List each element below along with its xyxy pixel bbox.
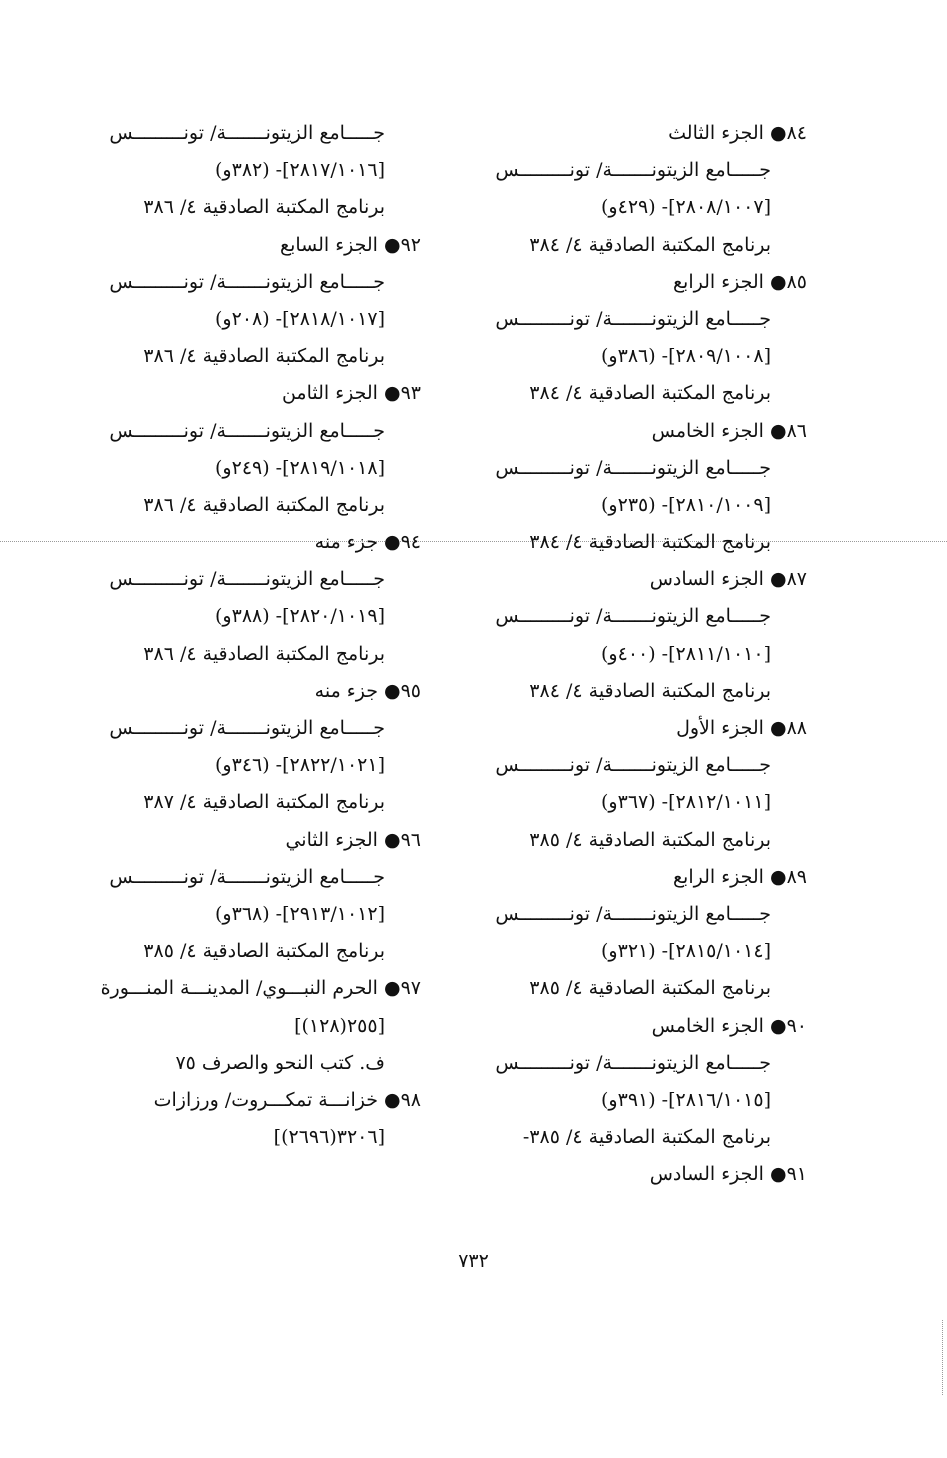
entry-line: برنامج المكتبة الصادقية ٤/ ٣٨٦	[143, 345, 385, 368]
scan-edge-marks	[942, 1320, 945, 1395]
entry-line: جـــــامع الزيتونـــــــة/ تونـــــــــس	[109, 270, 385, 293]
entry-line: جـــــامع الزيتونـــــــة/ تونـــــــــس	[495, 1051, 771, 1074]
entry-line: [٢٨١٦/١٠١٥]- (٣٩١و)	[601, 1088, 771, 1111]
entry-heading: ٩٥● جزء منه	[314, 679, 421, 702]
entry-heading: ٨٨● الجزء الأول	[676, 717, 807, 739]
entry-line: برنامج المكتبة الصادقية ٤/ ٣٨٦	[143, 642, 385, 665]
entry-line: برنامج المكتبة الصادقية ٤/ ٣٨٦	[143, 493, 385, 516]
entry-line: جـــــامع الزيتونـــــــة/ تونـــــــــس	[495, 159, 771, 182]
entry-line: [٢٨١٩/١٠١٨]- (٢٤٩و)	[215, 456, 385, 479]
entry-heading: ٩٤● جزء منه	[314, 531, 421, 554]
entry-line: برنامج المكتبة الصادقية ٤/ ٣٨٦	[143, 196, 385, 219]
entry-line: جـــــامع الزيتونـــــــة/ تونـــــــــس	[109, 865, 385, 888]
entry-line: [٢٨١٨/١٠١٧]- (٢٠٨و)	[215, 307, 385, 330]
entry-line: [٢٨١٥/١٠١٤]- (٣٢١و)	[601, 940, 771, 963]
entry-line: برنامج المكتبة الصادقية ٤/ ٣٨٤	[529, 233, 771, 256]
entry-line: [٢٩١٣/١٠١٢]- (٣٦٨و)	[215, 902, 385, 925]
entry-line: [٢٥٥(١٢٨)]	[294, 1014, 385, 1037]
entry-line: برنامج المكتبة الصادقية ٤/ ٣٨٥	[529, 977, 771, 1000]
entry-line: جـــــامع الزيتونـــــــة/ تونـــــــــس	[109, 122, 385, 144]
entry-line: [٢٨٠٨/١٠٠٧]- (٤٢٩و)	[601, 196, 771, 219]
entry-line: [٢٨٢٢/١٠٢١]- (٣٤٦و)	[215, 754, 385, 777]
entry-heading: ٩٢● الجزء السابع	[279, 233, 421, 256]
entry-line: برنامج المكتبة الصادقية ٤/ ٣٨٥	[529, 828, 771, 851]
entry-line: [٢٨٢٠/١٠١٩]- (٣٨٨و)	[215, 605, 385, 628]
entry-heading: ٩٠● الجزء الخامس	[651, 1014, 807, 1037]
entry-line: جـــــامع الزيتونـــــــة/ تونـــــــــس	[495, 456, 771, 479]
entry-heading: ٩٧● الحرم النبـــوي/ المدينـــة المنـــورة	[100, 977, 421, 1000]
entry-line: برنامج المكتبة الصادقية ٤/ ٣٨٤	[529, 531, 771, 554]
entry-line: [٢٨١١/١٠١٠]- (٤٠٠و)	[601, 642, 771, 665]
entry-heading: ٩٦● الجزء الثاني	[285, 828, 421, 851]
entry-line: برنامج المكتبة الصادقية ٤/ ٣٨٤	[529, 382, 771, 405]
entry-heading: ٨٦● الجزء الخامس	[651, 419, 807, 442]
entry-heading: ٩١● الجزء السادس	[649, 1163, 807, 1186]
left-column	[61, 115, 421, 1156]
entry-line: [٢٨١٠/١٠٠٩]- (٢٣٥و)	[601, 493, 771, 516]
entry-line: جـــــامع الزيتونـــــــة/ تونـــــــــس	[109, 717, 385, 739]
entry-heading: ٨٤● الجزء الثالث	[668, 122, 807, 144]
entry-line: جـــــامع الزيتونـــــــة/ تونـــــــــس	[495, 754, 771, 777]
entry-line: جـــــامع الزيتونـــــــة/ تونـــــــــس	[495, 307, 771, 330]
entry-line: [٢٨١٢/١٠١١]- (٣٦٧و)	[601, 791, 771, 814]
entry-line: ف. كتب النحو والصرف ٧٥	[175, 1051, 385, 1074]
entry-line: برنامج المكتبة الصادقية ٤/ ٣٨٤	[529, 679, 771, 702]
entry-line: جـــــامع الزيتونـــــــة/ تونـــــــــس	[495, 605, 771, 628]
entry-line: برنامج المكتبة الصادقية ٤/ ٣٨٥	[143, 940, 385, 963]
right-column	[447, 115, 807, 1193]
entry-line: برنامج المكتبة الصادقية ٤/ ٣٨٧	[143, 791, 385, 814]
page-number: ٧٣٢	[458, 1250, 489, 1272]
entry-line: جـــــامع الزيتونـــــــة/ تونـــــــــس	[109, 419, 385, 442]
entry-line: [٢٨٠٩/١٠٠٨]- (٣٨٦و)	[601, 345, 771, 368]
entry-heading: ٩٣● الجزء الثامن	[281, 382, 421, 405]
entry-heading: ٨٩● الجزء الرابع	[672, 865, 807, 888]
entry-line: [٣٢٠٦(٢٦٩٦)]	[273, 1126, 385, 1149]
entry-line: جـــــامع الزيتونـــــــة/ تونـــــــــس	[495, 902, 771, 925]
entry-heading: ٨٧● الجزء السادس	[649, 568, 807, 591]
entry-line: جـــــامع الزيتونـــــــة/ تونـــــــــس	[109, 568, 385, 591]
entry-line: [٢٨١٧/١٠١٦]- (٣٨٢و)	[215, 159, 385, 182]
entry-line: برنامج المكتبة الصادقية ٤/ ٣٨٥-	[522, 1126, 771, 1149]
entry-heading: ٩٨● خزانـــة تمكـــروت/ ورزازات	[153, 1088, 421, 1111]
entry-heading: ٨٥● الجزء الرابع	[672, 270, 807, 293]
